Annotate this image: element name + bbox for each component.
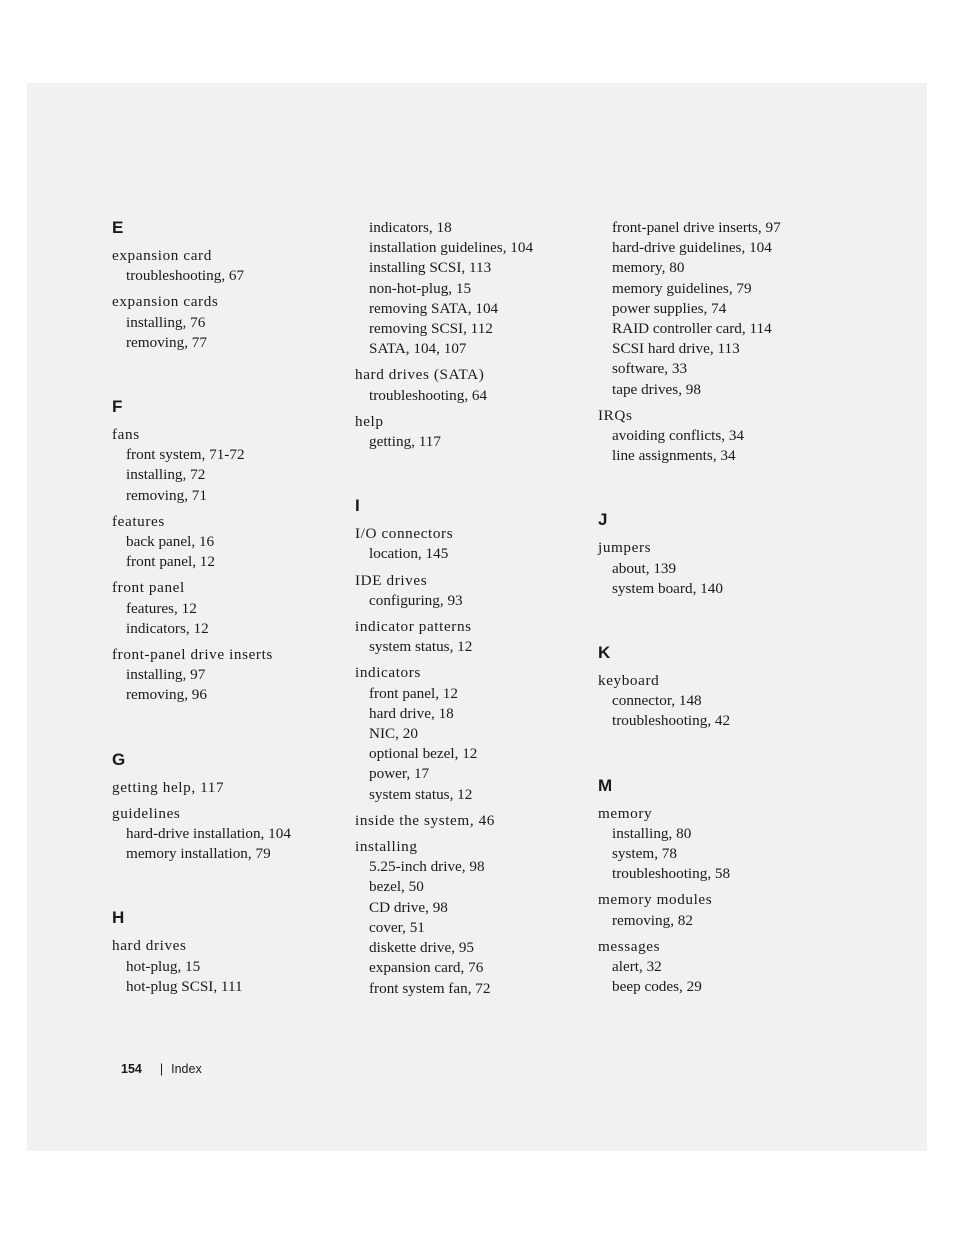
index-entry-term: IRQs	[598, 406, 633, 424]
index-entry	[112, 936, 342, 997]
index-entry-term: help	[355, 412, 384, 430]
index-letter-heading: E	[112, 218, 124, 237]
index-subentry: troubleshooting, 67	[126, 267, 245, 285]
index-entry	[598, 671, 838, 732]
index-entry-term: memory	[598, 804, 653, 822]
index-subentry: troubleshooting, 42	[612, 712, 731, 730]
index-subentry: SCSI hard drive, 113	[612, 340, 740, 358]
index-subentry: hot-plug, 15	[126, 957, 201, 975]
index-subentry: memory installation, 79	[126, 845, 271, 863]
index-subentry: indicators, 18	[369, 219, 452, 236]
index-entry	[112, 292, 342, 353]
index-entry-term: IDE drives	[355, 571, 428, 589]
index-entry-term: guidelines	[112, 804, 181, 822]
index-entry	[355, 663, 585, 804]
page-number: 154	[121, 1062, 142, 1076]
index-subentry: front-panel drive inserts, 97	[612, 219, 781, 236]
index-subentry: removing SCSI, 112	[369, 320, 493, 338]
index-entry-term: jumpers	[598, 539, 652, 557]
index-subentry: getting, 117	[369, 433, 441, 451]
index-subentry: installing, 76	[126, 313, 206, 331]
index-subentry: installing, 72	[126, 466, 206, 484]
index-subentry: hard drive, 18	[369, 704, 454, 722]
index-subentry: front system fan, 72	[369, 979, 491, 997]
index-entry-term: expansion cards	[112, 293, 219, 311]
index-subentry: installation guidelines, 104	[369, 239, 534, 257]
index-column-1	[112, 218, 342, 1003]
index-entry-term: hard drives	[112, 937, 187, 955]
index-subentry: hard-drive installation, 104	[126, 825, 291, 843]
index-subentry: configuring, 93	[369, 591, 463, 609]
index-subentry: beep codes, 29	[612, 978, 702, 996]
index-subentry: installing, 97	[126, 666, 206, 684]
index-entry	[355, 365, 585, 405]
index-entry	[355, 524, 585, 564]
index-letter-heading: H	[112, 908, 125, 928]
index-subentry: removing SATA, 104	[369, 299, 499, 317]
index-subentry: hot-plug SCSI, 111	[126, 977, 243, 995]
index-subentry: system, 78	[612, 845, 677, 863]
index-subentry: front panel, 12	[126, 553, 215, 571]
index-letter-heading: J	[598, 510, 608, 530]
index-subentry: NIC, 20	[369, 725, 418, 743]
index-subentry: power supplies, 74	[612, 299, 727, 317]
index-entry	[112, 645, 342, 706]
index-letter-heading: I	[355, 496, 360, 516]
index-entry	[355, 811, 585, 831]
index-subentry: installing SCSI, 113	[369, 259, 492, 277]
index-subentry: system status, 12	[369, 638, 473, 656]
index-subentry: removing, 77	[126, 333, 207, 351]
index-subentry: installing, 80	[612, 824, 692, 842]
index-entry	[598, 937, 838, 998]
index-subentry: line assignments, 34	[612, 447, 736, 465]
index-subentry: troubleshooting, 58	[612, 865, 731, 883]
index-entry-term: getting help, 117	[112, 778, 225, 796]
index-entry-term: fans	[112, 426, 140, 444]
index-entry	[355, 412, 585, 452]
index-subentry: system status, 12	[369, 785, 473, 803]
index-entry	[112, 578, 342, 639]
index-subentry: memory guidelines, 79	[612, 279, 752, 297]
index-entry	[355, 617, 585, 657]
index-entry	[598, 890, 838, 930]
index-entry	[598, 538, 838, 599]
index-column-3	[598, 218, 838, 1003]
index-entry	[598, 406, 838, 467]
index-entry	[112, 804, 342, 865]
index-entry	[112, 778, 342, 798]
index-subentry: optional bezel, 12	[369, 745, 478, 763]
index-entry	[355, 837, 585, 999]
index-entry-term: messages	[598, 937, 661, 955]
index-subentry: expansion card, 76	[369, 959, 484, 977]
index-entry	[112, 512, 342, 573]
index-subentry: location, 145	[369, 545, 449, 563]
page-footer	[121, 1062, 202, 1076]
index-subentry: removing, 71	[126, 486, 207, 504]
index-subentry: bezel, 50	[369, 878, 424, 896]
index-subentry: memory, 80	[612, 259, 685, 277]
index-entry	[112, 425, 342, 506]
index-entry	[598, 218, 838, 400]
index-subentry: non-hot-plug, 15	[369, 279, 472, 297]
index-subentry: removing, 82	[612, 911, 693, 929]
index-subentry: cover, 51	[369, 918, 425, 936]
index-subentry: system board, 140	[612, 579, 723, 597]
index-subentry: removing, 96	[126, 686, 207, 704]
index-entry-term: inside the system, 46	[355, 811, 495, 829]
index-subentry: alert, 32	[612, 958, 662, 976]
section-name: Index	[171, 1062, 202, 1076]
index-subentry: back panel, 16	[126, 533, 215, 551]
index-subentry: about, 139	[612, 559, 677, 577]
index-entry-term: hard drives (SATA)	[355, 366, 485, 384]
index-subentry: power, 17	[369, 765, 430, 783]
index-entry-term: expansion card	[112, 247, 212, 264]
index-entry-term: front-panel drive inserts	[112, 646, 273, 664]
index-subentry: tape drives, 98	[612, 380, 701, 398]
index-subentry: CD drive, 98	[369, 898, 448, 916]
index-subentry: avoiding conflicts, 34	[612, 427, 745, 445]
index-letter-heading: F	[112, 397, 123, 417]
index-entry	[112, 246, 342, 286]
index-entry-term: I/O connectors	[355, 525, 454, 543]
index-entry-term: features	[112, 512, 165, 530]
index-subentry: front panel, 12	[369, 684, 458, 702]
index-letter-heading: G	[112, 749, 126, 769]
index-subentry: RAID controller card, 114	[612, 320, 772, 338]
index-letter-heading: K	[598, 643, 611, 663]
index-subentry: software, 33	[612, 360, 688, 378]
index-subentry: diskette drive, 95	[369, 939, 475, 957]
index-subentry: features, 12	[126, 599, 197, 617]
index-subentry: hard-drive guidelines, 104	[612, 239, 772, 257]
index-entry-term: memory modules	[598, 891, 713, 909]
index-entry-term: keyboard	[598, 672, 660, 690]
index-entry-term: installing	[355, 838, 418, 856]
index-entry-term: front panel	[112, 579, 185, 597]
index-subentry: indicators, 12	[126, 619, 209, 637]
index-entry	[355, 571, 585, 611]
index-subentry: troubleshooting, 64	[369, 386, 488, 404]
index-subentry: SATA, 104, 107	[369, 340, 467, 358]
index-column-2	[355, 218, 585, 1005]
index-entry-term: indicator patterns	[355, 618, 472, 636]
index-subentry: 5.25-inch drive, 98	[369, 858, 485, 876]
index-subentry: connector, 148	[612, 692, 702, 710]
footer-separator: |	[159, 1062, 164, 1076]
index-entry-term: indicators	[355, 664, 421, 682]
index-subentry: front system, 71-72	[126, 446, 245, 464]
index-entry	[355, 218, 585, 359]
index-letter-heading: M	[598, 775, 613, 795]
index-entry	[598, 804, 838, 885]
